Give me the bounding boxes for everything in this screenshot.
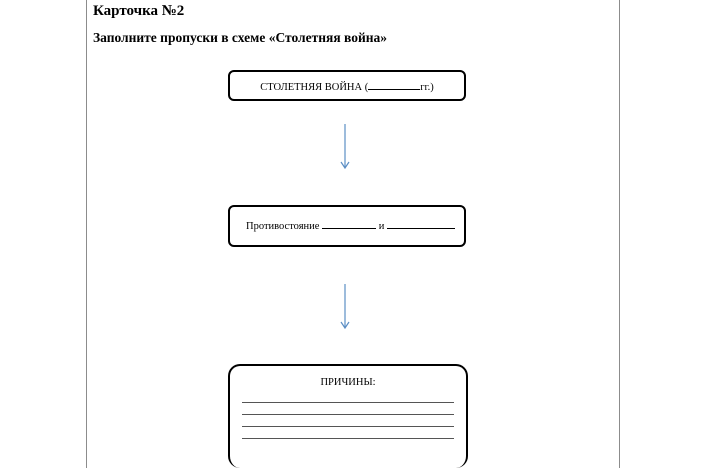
causes-heading: ПРИЧИНЫ: <box>320 377 376 388</box>
opponent-1-blank <box>322 218 376 229</box>
war-dates-text <box>230 79 464 93</box>
causes-answer-lines <box>242 402 454 450</box>
war-dates-suffix: гг.) <box>420 82 434 93</box>
answer-line <box>242 438 454 439</box>
answer-line <box>242 426 454 427</box>
dates-blank <box>368 79 420 90</box>
answer-line <box>242 402 454 403</box>
answer-line <box>242 414 454 415</box>
card-title: Карточка №2 <box>93 3 185 19</box>
opponents-prefix: Противостояние <box>246 221 320 232</box>
task-instruction: Заполните пропуски в схеме «Столетняя война» <box>93 30 388 45</box>
opponents-text <box>246 218 455 232</box>
opponent-2-blank <box>387 218 455 229</box>
war-dates-prefix: СТОЛЕТНЯЯ ВОЙНА ( <box>260 82 369 93</box>
opponents-conjunction: и <box>378 221 385 232</box>
arrow-down-icon <box>338 282 352 332</box>
arrow-down-icon <box>338 122 352 172</box>
causes-box <box>228 364 468 468</box>
war-dates-box <box>228 70 466 101</box>
opponents-box <box>228 205 466 247</box>
